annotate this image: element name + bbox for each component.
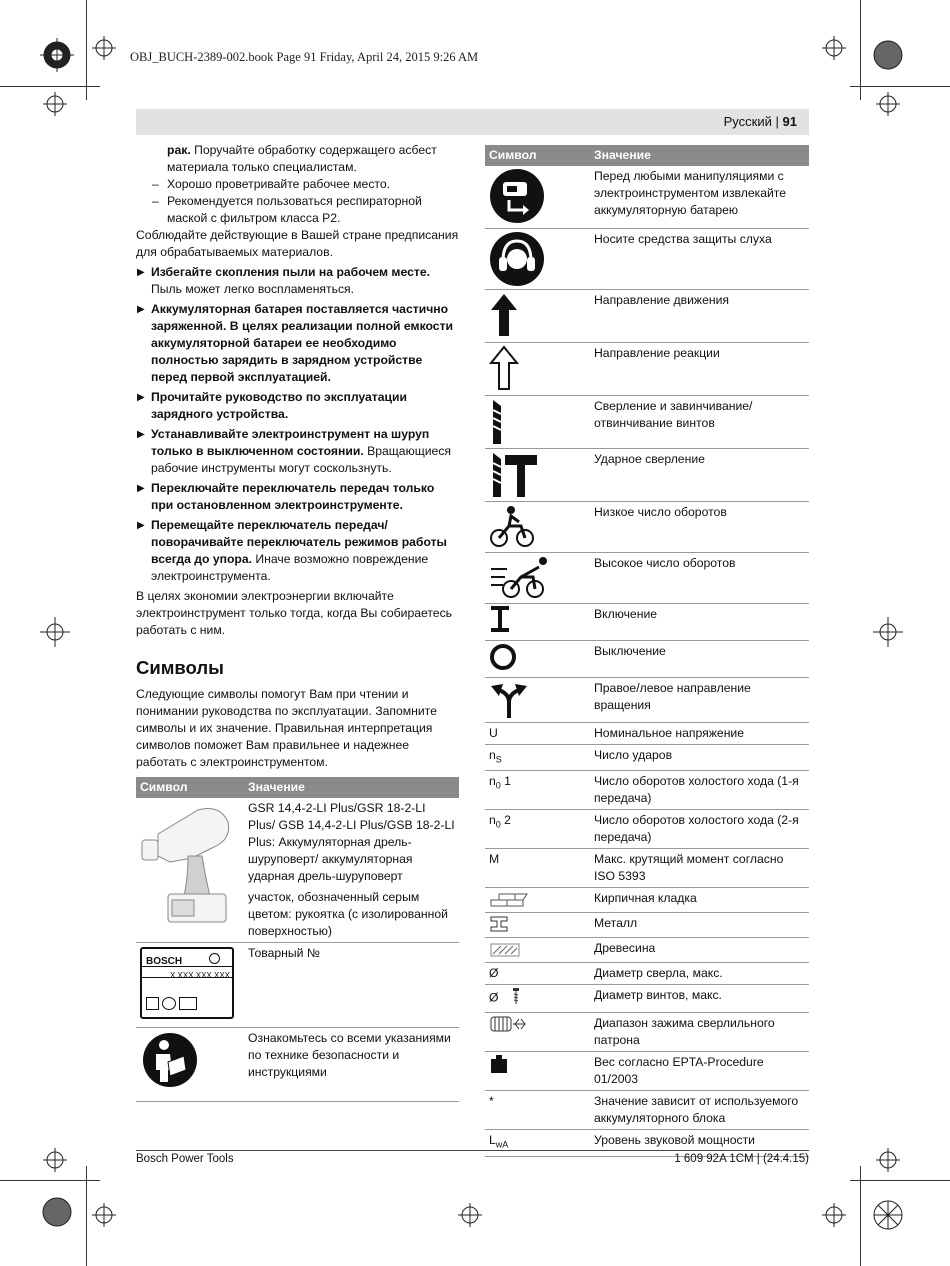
read-manual-text: Ознакомьтесь со всеми указаниями по технике безопасности и инструкциями: [244, 1028, 459, 1102]
hearing-protection-icon: [489, 231, 586, 287]
low-speed-icon: [489, 504, 586, 548]
page-header: [136, 109, 809, 135]
bullet-item: ▶ Устанавливайте электроинструмент на шуруп только в выключенном состоянии. Вращающиеся рабочие инструменты могут соскользнуть.: [136, 426, 459, 477]
meaning-text: Выключение: [590, 641, 809, 678]
meaning-text: Включение: [590, 604, 809, 641]
symbol-text: Ø: [489, 991, 499, 1006]
screw-icon: [512, 987, 520, 1010]
header-separator: |: [775, 114, 779, 129]
symbol-subscript: wA: [495, 1139, 509, 1150]
grip-text: участок, обозначенный серым цветом: рукоятка (с изолированной поверхностью): [248, 890, 448, 938]
table-row: [485, 290, 809, 343]
table-row: [485, 166, 809, 229]
footer-rule: [136, 1150, 809, 1151]
table-row: [485, 502, 809, 553]
symbol-suffix: 1: [500, 774, 511, 789]
table-row: [485, 641, 809, 678]
read-manual-icon: [136, 1028, 244, 1102]
table-row: [485, 396, 809, 449]
table-row: [485, 553, 809, 604]
table-row: [485, 963, 809, 985]
column-header: Значение: [590, 145, 809, 166]
meaning-text: Ударное сверление: [590, 449, 809, 502]
table-row: [485, 343, 809, 396]
symbol-subscript: 0: [495, 819, 501, 830]
symbol-subscript: S: [495, 754, 502, 765]
meaning-text: Вес согласно EPTA-Procedure 01/2003: [590, 1052, 809, 1091]
table-row: [485, 1013, 809, 1052]
meaning-text: Число оборотов холостого хода (2-я передача): [590, 810, 809, 849]
meaning-text: Носите средства защиты слуха: [590, 229, 809, 290]
meaning-text: Число ударов: [590, 745, 809, 771]
meaning-text: Макс. крутящий момент согласно ISO 5393: [590, 849, 809, 888]
page-number: 91: [782, 114, 797, 129]
off-switch-icon: [489, 643, 586, 671]
symbol-text: L: [489, 1133, 496, 1148]
paragraph: В целях экономии электроэнергии включайте электроинструмент только тогда, когда Вы собираетесь работать с ним.: [136, 589, 453, 637]
header-language: Русский: [723, 114, 772, 129]
meaning-text: Металл: [590, 913, 809, 938]
header-text: [724, 114, 797, 129]
meaning-text: Значение зависит от используемого аккумуляторного блока: [590, 1091, 809, 1130]
meaning-text: Сверление и завинчивание/ отвинчивание винтов: [590, 396, 809, 449]
brick-masonry-icon: [489, 890, 586, 908]
nameplate-brand: BOSCH: [146, 956, 183, 967]
table-row: [485, 1052, 809, 1091]
meaning-text: Диапазон зажима сверлильного патрона: [590, 1013, 809, 1052]
section-heading: Символы: [136, 657, 224, 678]
footer-right: 1 609 92A 1CM | (24.4.15): [674, 1153, 809, 1165]
meaning-text: Высокое число оборотов: [590, 553, 809, 604]
symbol-text: U: [489, 726, 498, 740]
dash-item: – Рекомендуется пользоваться респираторной маской с фильтром класса Р2.: [136, 193, 459, 227]
paragraph: рак. Поручайте обработку содержащего асбест материала только специалистам.: [167, 143, 437, 174]
direction-of-movement-icon: [489, 292, 586, 338]
bullet-item: ▶ Перемещайте переключатель передач/поворачивайте переключатель режимов работы всегда до упора. Иначе возможно повреждение электроинструмента.: [136, 517, 459, 585]
nameplate-text: Товарный №: [244, 943, 459, 1028]
column-header: Символ: [485, 145, 590, 166]
meaning-text: Номинальное напряжение: [590, 723, 809, 745]
wood-icon: [489, 940, 586, 958]
table-row: [485, 849, 809, 888]
bullet-item: ▶ Аккумуляторная батарея поставляется частично заряженной. В целях реализации полной емкости аккумуляторной батареи ее необходимо полностью зарядить в зарядном устройстве перед первой эксплуатацией.: [136, 301, 459, 386]
bosch-logo-icon: [209, 953, 220, 964]
symbol-text: M: [489, 852, 500, 867]
table-row: [485, 810, 809, 849]
table-row: [136, 1028, 459, 1102]
footer-left: Bosch Power Tools: [136, 1153, 234, 1165]
models-text: GSR 14,4-2-LI Plus/GSR 18-2-LI Plus/ GSB 14,4-2-LI Plus/GSB 18-2-LI Plus: Аккумуляторная дрель-шуруповерт/ аккумуляторная ударная дрель-шуруповерт: [248, 801, 455, 883]
meaning-text: Диаметр винтов, макс.: [590, 985, 809, 1013]
table-row: [485, 723, 809, 745]
meaning-text: Направление движения: [590, 290, 809, 343]
rotation-direction-icon: [489, 680, 586, 720]
table-row: [485, 771, 809, 810]
metal-icon: [489, 915, 586, 933]
table-row: [485, 985, 809, 1013]
impact-drilling-icon: [489, 451, 586, 499]
drilling-screwdriving-icon: [489, 398, 586, 446]
meaning-text: Древесина: [590, 938, 809, 963]
meaning-text: Диаметр сверла, макс.: [590, 963, 809, 985]
high-speed-icon: [489, 555, 586, 599]
table-row: [485, 745, 809, 771]
meaning-text: Перед любыми манипуляциями с электроинструментом извлекайте аккумуляторную батарею: [590, 166, 809, 229]
paragraph: Соблюдайте действующие в Вашей стране предписания для обрабатываемых материалов.: [136, 228, 459, 259]
drill-icon: [136, 798, 244, 943]
direction-of-reaction-icon: [489, 345, 586, 391]
meaning-text: Низкое число оборотов: [590, 502, 809, 553]
symbol-table-right: [485, 145, 809, 1157]
table-row: [485, 1091, 809, 1130]
table-row: [485, 938, 809, 963]
left-column: [136, 142, 459, 1102]
symbol-suffix: 2: [500, 813, 511, 828]
meaning-text: Правое/левое направление вращения: [590, 678, 809, 723]
bullet-item: ▶ Прочитайте руководство по эксплуатации зарядного устройства.: [136, 389, 459, 423]
paragraph: Следующие символы помогут Вам при чтении и понимании руководства по эксплуатации. Запомните символы и их значение. Правильная интерпретация символов поможет Вам правильнее и надежнее работать с электроинструментом.: [136, 687, 437, 769]
dash-item: – Хорошо проветривайте рабочее место.: [136, 176, 459, 193]
symbol-text: n: [489, 774, 496, 789]
weight-icon: [489, 1054, 586, 1074]
symbol-text: n: [489, 748, 496, 762]
symbol-text: *: [489, 1094, 494, 1109]
table-row: [136, 798, 459, 943]
column-header: Символ: [136, 777, 244, 798]
on-switch-icon: [489, 606, 586, 632]
bullet-item: ▶ Избегайте скопления пыли на рабочем месте. Пыль может легко воспламеняться.: [136, 264, 459, 298]
table-row: [485, 913, 809, 938]
print-info: OBJ_BUCH-2389-002.book Page 91 Friday, April 24, 2015 9:26 AM: [130, 50, 479, 64]
table-row: [485, 678, 809, 723]
symbol-subscript: 0: [495, 780, 501, 791]
table-row: [485, 229, 809, 290]
right-column: [485, 145, 809, 1157]
symbol-text: n: [489, 813, 496, 828]
nameplate-icon: [140, 947, 234, 1019]
chuck-range-icon: [489, 1015, 586, 1033]
table-row: [485, 888, 809, 913]
meaning-text: Кирпичная кладка: [590, 888, 809, 913]
meaning-text: Уровень звуковой мощности: [590, 1130, 809, 1156]
table-row: [136, 943, 459, 1028]
column-header: Значение: [244, 777, 459, 798]
nameplate-number: X XXX XXX XXX: [169, 971, 230, 980]
meaning-text: Направление реакции: [590, 343, 809, 396]
symbol-table-left: [136, 777, 459, 1102]
symbol-text: Ø: [489, 966, 499, 981]
bullet-item: ▶ Переключайте переключатель передач только при остановленном электроинструменте.: [136, 480, 459, 514]
meaning-text: Число оборотов холостого хода (1-я передача): [590, 771, 809, 810]
remove-battery-icon: [489, 168, 586, 224]
table-row: [485, 449, 809, 502]
table-row: [485, 604, 809, 641]
